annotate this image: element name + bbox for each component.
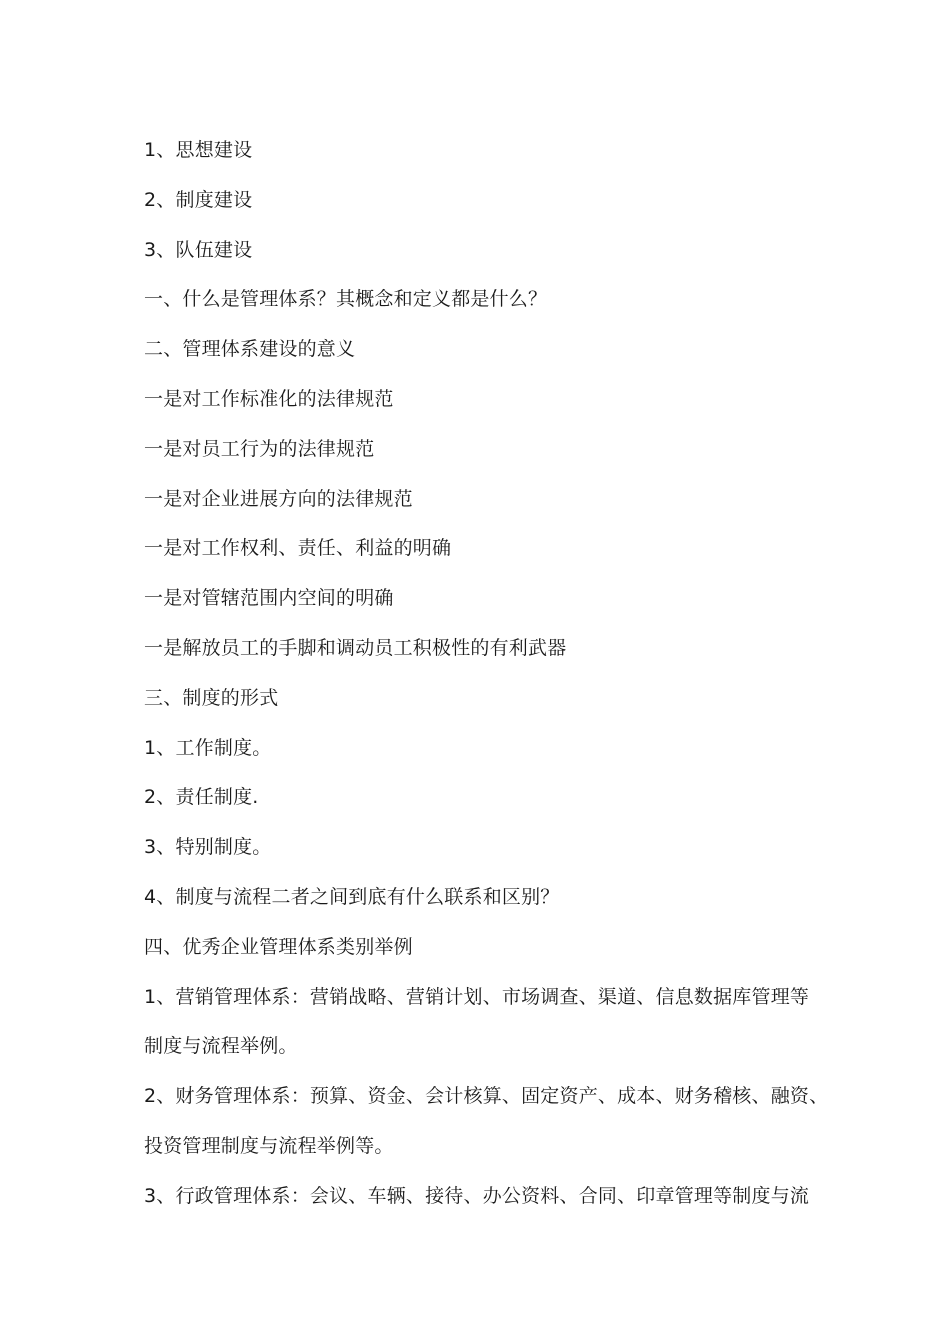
example-item-2: 2、财务管理体系：预算、资金、会计核算、固定资产、成本、财务稽核、融资、 [144, 1085, 829, 1108]
document-body [144, 132, 834, 1228]
significance-item-6: 一是解放员工的手脚和调动员工积极性的有利武器 [144, 636, 567, 659]
significance-item-1: 一是对工作标准化的法律规范 [144, 387, 394, 410]
significance-item-3: 一是对企业进展方向的法律规范 [144, 487, 413, 510]
section-heading-2: 二、管理体系建设的意义 [144, 338, 356, 361]
list-item-system: 2、制度建设 [144, 188, 253, 211]
form-item-4: 4、制度与流程二者之间到底有什么联系和区别？ [144, 885, 560, 908]
example-item-3: 3、行政管理体系：会议、车辆、接待、办公资料、合同、印章管理等制度与流 [144, 1184, 810, 1207]
form-item-3: 3、特别制度。 [144, 836, 272, 859]
form-item-1: 1、工作制度。 [144, 736, 272, 759]
significance-item-2: 一是对员工行为的法律规范 [144, 437, 375, 460]
significance-item-4: 一是对工作权利、责任、利益的明确 [144, 537, 452, 560]
section-heading-1: 一、什么是管理体系？其概念和定义都是什么？ [144, 288, 548, 311]
example-item-1-continued: 制度与流程举例。 [144, 1035, 298, 1058]
section-heading-4: 四、优秀企业管理体系类别举例 [144, 935, 413, 958]
significance-item-5: 一是对管辖范围内空间的明确 [144, 587, 394, 610]
list-item-ideology: 1、思想建设 [144, 139, 253, 161]
form-item-2: 2、责任制度. [144, 786, 259, 809]
example-item-1: 1、营销管理体系：营销战略、营销计划、市场调查、渠道、信息数据库管理等 [144, 985, 810, 1008]
example-item-2-continued: 投资管理制度与流程举例等。 [144, 1134, 394, 1157]
list-item-team: 3、队伍建设 [144, 238, 253, 261]
section-heading-3: 三、制度的形式 [144, 686, 279, 709]
